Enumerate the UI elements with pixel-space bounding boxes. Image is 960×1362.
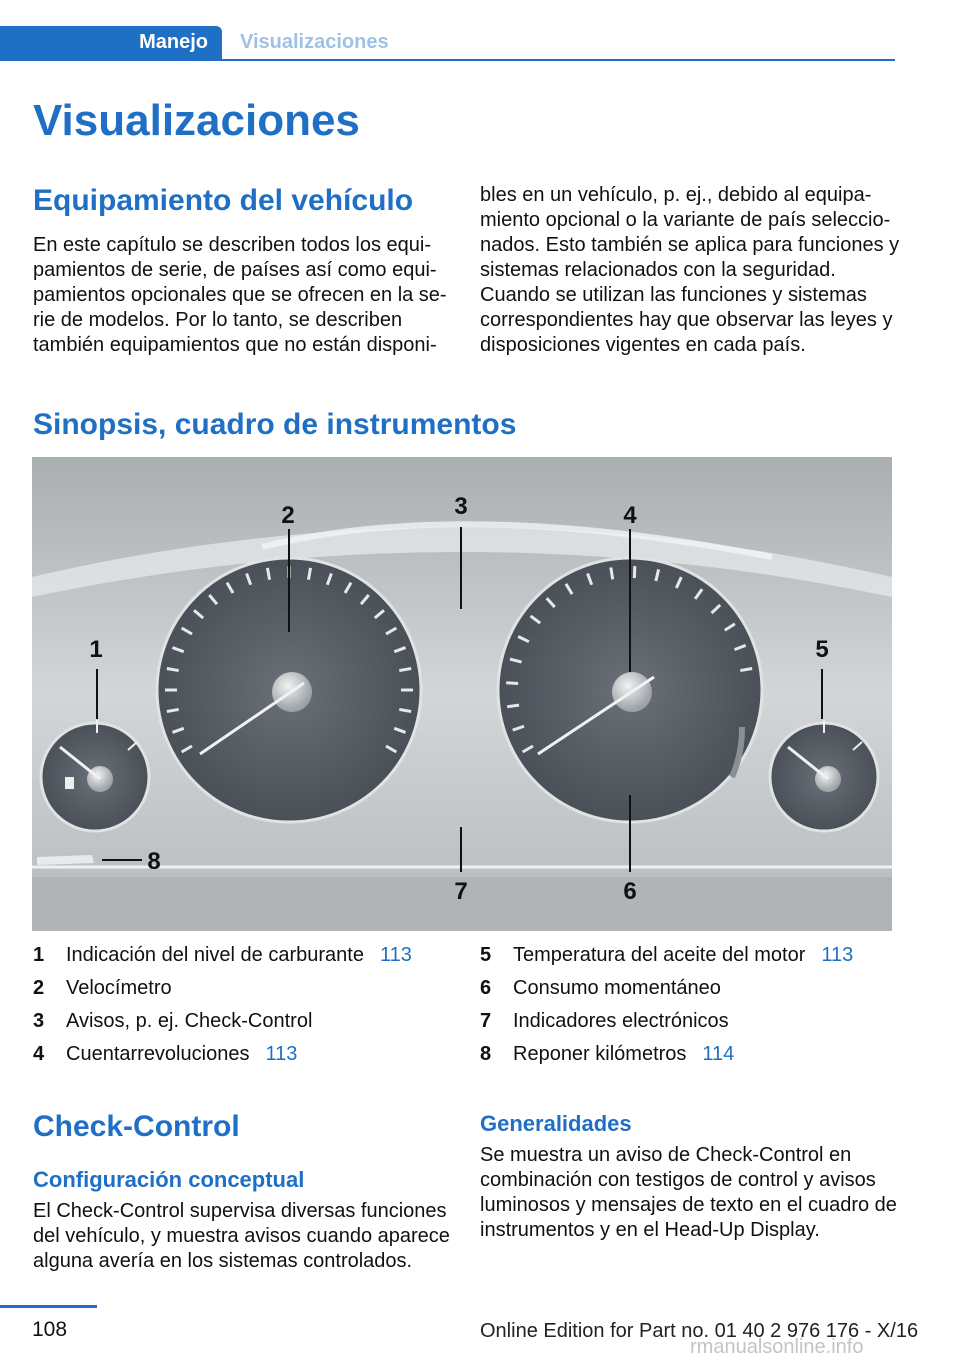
text-line: también equipamientos que no están disponi- <box>33 334 437 356</box>
header-tabs <box>0 26 895 62</box>
legend-item <box>33 1010 412 1043</box>
tab-visualizaciones[interactable]: Visualizaciones <box>240 31 389 53</box>
page-reference-link[interactable]: 113 <box>821 944 854 966</box>
legend-number: 5 <box>480 944 492 966</box>
legend-label: Velocímetro <box>66 977 172 999</box>
watermark: rmanualsonline.info <box>690 1336 864 1358</box>
text-line: En este capítulo se describen todos los equi- <box>33 234 432 256</box>
legend-item <box>480 1010 853 1043</box>
gauge-tick <box>611 567 613 579</box>
text-line: Cuando se utilizan las funciones y sistemas <box>480 284 867 306</box>
equipamiento-text-left <box>33 233 447 358</box>
page-number: 108 <box>32 1318 68 1341</box>
footer-rule <box>0 1305 97 1308</box>
check-text-right <box>480 1143 897 1243</box>
callout-2: 2 <box>281 502 295 529</box>
gauge-tick <box>399 709 411 711</box>
callout-3: 3 <box>454 493 468 520</box>
callout-4: 4 <box>623 502 637 529</box>
callout-5: 5 <box>815 636 829 663</box>
legend-item <box>33 977 412 1010</box>
legend-item <box>480 977 853 1010</box>
legend-number: 4 <box>33 1043 45 1065</box>
gauge-tick <box>507 705 519 707</box>
legend-right <box>480 944 853 1076</box>
text-line: sistemas relacionados con la seguridad. <box>480 259 836 281</box>
legend-item <box>33 1043 412 1076</box>
text-line: pamientos de serie, de países así como equi- <box>33 259 437 281</box>
gauge-tick <box>399 668 411 670</box>
text-line: instrumentos y en el Head-Up Display. <box>480 1219 820 1241</box>
callout-1: 1 <box>89 636 103 663</box>
instrument-cluster-drawing <box>32 457 892 931</box>
subheading-configuracion: Configuración conceptual <box>33 1167 305 1192</box>
legend-label: Indicación del nivel de carburante <box>66 944 364 966</box>
gauge-tick <box>167 709 179 711</box>
header-rule <box>0 59 895 61</box>
page-reference-link[interactable]: 113 <box>379 944 412 966</box>
legend-label: Cuentarrevoluciones <box>66 1043 250 1065</box>
legend-number: 6 <box>480 977 492 999</box>
text-line: nados. Esto también se aplica para funciones y <box>480 234 900 256</box>
legend-label: Temperatura del aceite del motor <box>513 944 806 966</box>
page-title: Visualizaciones <box>33 96 360 145</box>
text-line: correspondientes hay que observar las leyes y <box>480 309 893 331</box>
page-reference-link[interactable]: 114 <box>702 1043 735 1065</box>
legend-item <box>480 944 853 977</box>
legend-left <box>33 944 412 1076</box>
legend-label: Consumo momentáneo <box>513 977 721 999</box>
gauge-tick <box>740 668 752 670</box>
text-line: disposiciones vigentes en cada país. <box>480 334 806 356</box>
text-line: combinación con testigos de control y avisos <box>480 1169 876 1191</box>
legend-item <box>33 944 412 977</box>
legend-number: 7 <box>480 1010 492 1032</box>
legend-number: 3 <box>33 1010 45 1032</box>
legend-label: Reponer kilómetros <box>513 1043 687 1065</box>
callout-7: 7 <box>454 878 468 905</box>
page-reference-link[interactable]: 113 <box>265 1043 298 1065</box>
text-line: El Check-Control supervisa diversas funciones <box>33 1200 447 1222</box>
gauge-tick <box>267 568 269 580</box>
gauge-tick <box>506 683 518 684</box>
heading-sinopsis: Sinopsis, cuadro de instrumentos <box>33 408 517 441</box>
gauge-tick <box>308 568 310 580</box>
legend-label: Avisos, p. ej. Check-Control <box>66 1010 313 1032</box>
text-line: alguna avería en los sistemas controlados. <box>33 1250 413 1272</box>
callout-8: 8 <box>147 848 161 875</box>
heading-equipamiento: Equipamiento del vehículo <box>33 184 414 217</box>
text-line: luminosos y mensajes de texto en el cuadro de <box>480 1194 897 1216</box>
legend-label: Indicadores electrónicos <box>513 1010 729 1032</box>
equipamiento-text-right <box>480 183 899 358</box>
text-line: pamientos opcionales que se ofrecen en la se- <box>33 284 447 306</box>
text-line: bles en un vehículo, p. ej., debido al equipa- <box>480 184 872 206</box>
legend-number: 8 <box>480 1043 492 1065</box>
instrument-cluster-image <box>32 457 892 931</box>
legend-item <box>480 1043 853 1076</box>
legend-number: 2 <box>33 977 45 999</box>
check-text-left <box>33 1199 450 1274</box>
callout-6: 6 <box>623 878 637 905</box>
subheading-generalidades: Generalidades <box>480 1111 632 1136</box>
tab-manejo[interactable]: Manejo <box>0 26 222 60</box>
text-line: del vehículo, y muestra avisos cuando aparece <box>33 1225 450 1247</box>
text-line: Se muestra un aviso de Check-Control en <box>480 1144 852 1166</box>
edition-note: Online Edition for Part no. 01 40 2 976 176 - X/16 <box>480 1320 919 1342</box>
gauge-tick <box>167 668 179 670</box>
heading-check-control: Check-Control <box>33 1110 240 1143</box>
text-line: rie de modelos. Por lo tanto, se describen <box>33 309 403 331</box>
text-line: miento opcional o la variante de país seleccio- <box>480 209 891 231</box>
legend-number: 1 <box>33 944 45 966</box>
